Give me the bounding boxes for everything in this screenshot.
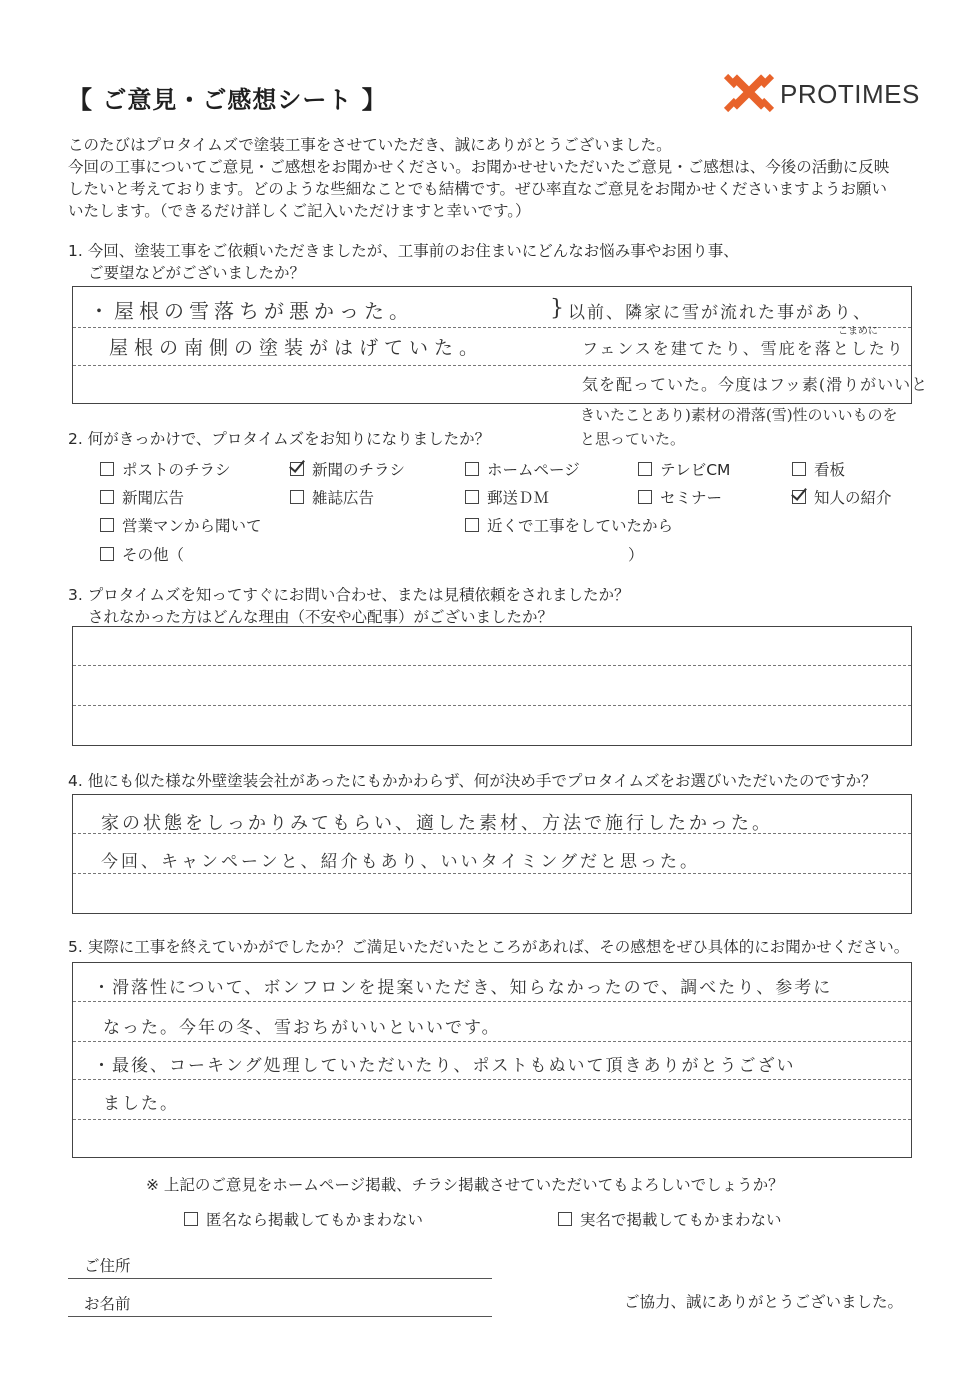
intro-line: いたします。（できるだけ詳しくご記入いただけますと幸いです。）: [68, 202, 531, 220]
rule-line: [73, 1119, 911, 1120]
rule-line: [73, 873, 911, 874]
intro-line: したいと考えております。どのような些細なことでも結構です。ぜひ率直なご意見をお聞かせくださいますようお願い: [68, 180, 888, 198]
protimes-logo: [722, 68, 920, 120]
page-title: 【 ご意見・ご感想シート 】: [68, 86, 387, 114]
q4-answer-box[interactable]: [72, 794, 912, 914]
q1-side-note: と思っていた。: [580, 430, 686, 448]
q1-side-note: 以前、隣家に雪が流れた事があり、: [568, 303, 872, 323]
address-label: ご住所: [84, 1257, 131, 1275]
option-referral[interactable]: 知人の紹介: [792, 486, 892, 508]
brace-mark: }: [550, 296, 564, 321]
consent-anonymous[interactable]: 匿名なら掲載してもかまわない: [184, 1208, 423, 1230]
q1-answer-line: ・屋根の雪落ちが悪かった。: [89, 299, 414, 323]
checkbox[interactable]: [465, 518, 479, 532]
option-nearby-work[interactable]: 近くで工事をしていたから: [465, 514, 673, 536]
option-salesman[interactable]: 営業マンから聞いて: [100, 514, 262, 536]
q4-answer-line: 家の状態をしっかりみてもらい、適した素材、方法で施行したかった。: [101, 813, 773, 834]
checkbox[interactable]: [638, 490, 652, 504]
option-other-close: ）: [628, 546, 644, 564]
rule-line: [73, 705, 911, 706]
option-magazine-ad[interactable]: 雑誌広告: [290, 486, 374, 508]
q1-question: [68, 240, 739, 284]
checkbox[interactable]: [465, 490, 479, 504]
checkbox[interactable]: [290, 490, 304, 504]
checkbox[interactable]: [792, 462, 806, 476]
q1-line: ご要望などがございましたか？: [88, 264, 306, 282]
q2-question: 2. 何がきっかけで、プロタイムズをお知りになりましたか？: [68, 430, 491, 448]
rule-line: [73, 365, 911, 366]
option-other[interactable]: その他（: [100, 543, 184, 565]
q4-question: 4. 他にも似た様な外壁塗装会社があったにもかかわらず、何が決め手でプロタイムズをお選びいただいたのですか？: [68, 772, 877, 790]
q3-answer-box[interactable]: [72, 626, 912, 746]
checkbox[interactable]: [100, 462, 114, 476]
brand-name: PROTIMES: [780, 79, 920, 109]
address-field-line[interactable]: [68, 1278, 492, 1279]
option-newspaper-ad[interactable]: 新聞広告: [100, 486, 184, 508]
checkbox[interactable]: [558, 1212, 572, 1226]
rule-line: [73, 327, 911, 328]
protimes-logo-icon: [722, 68, 776, 120]
rule-line: [73, 1079, 911, 1080]
rule-line: [73, 665, 911, 666]
q3-line: 3. プロタイムズを知ってすぐにお問い合わせ、または見積依頼をされましたか？: [68, 586, 630, 604]
q5-answer-line: ました。: [103, 1094, 179, 1114]
checkbox[interactable]: [184, 1212, 198, 1226]
option-tv-cm[interactable]: テレビCM: [638, 458, 730, 480]
q1-side-note-small: こまめに: [838, 326, 878, 337]
option-signboard[interactable]: 看板: [792, 458, 845, 480]
q1-side-note: きいたことあり)素材の滑落(雪)性のいいものを: [580, 406, 898, 424]
option-post-flyer[interactable]: ポストのチラシ: [100, 458, 231, 480]
intro-text: [68, 134, 928, 222]
rule-line: [73, 1001, 911, 1002]
q1-side-note: フェンスを建てたり、雪庇を落としたり: [582, 339, 905, 358]
q3-question: [68, 584, 629, 628]
q5-answer-line: ・滑落性について、ボンフロンを提案いただき、知らなかったので、調べたり、参考に: [93, 978, 833, 998]
checkbox-checked[interactable]: [792, 490, 806, 504]
checkbox[interactable]: [100, 547, 114, 561]
q5-answer-box[interactable]: [72, 962, 912, 1158]
name-field-line[interactable]: [68, 1316, 492, 1317]
intro-line: 今回の工事についてご意見・ご感想をお聞かせください。お聞かせせいただいたご意見・ご感想は、今後の活動に反映: [68, 158, 890, 176]
checkbox[interactable]: [465, 462, 479, 476]
consent-realname[interactable]: 実名で掲載してもかまわない: [558, 1208, 782, 1230]
consent-question: ※ 上記のご意見をホームページ掲載、チラシ掲載させていただいてもよろしいでしょうか？: [146, 1176, 784, 1194]
q1-line: 1. 今回、塗装工事をご依頼いただきましたが、工事前のお住まいにどんなお悩み事やお困り事、: [68, 242, 739, 260]
q5-question: 5. 実際に工事を終えていかがでしたか？ご満足いただいたところがあれば、その感想をぜひ具体的にお聞かせください。: [68, 938, 910, 956]
option-newspaper-flyer[interactable]: 新聞のチラシ: [290, 458, 405, 480]
checkbox-checked[interactable]: [290, 462, 304, 476]
q1-answer-line: 屋根の南側の塗装がはげていた。: [109, 337, 485, 359]
option-mail-dm[interactable]: 郵送ＤＭ: [465, 486, 549, 508]
q5-answer-line: ・最後、コーキング処理していただいたり、ポストもぬいて頂きありがとうござい: [93, 1056, 796, 1076]
option-seminar[interactable]: セミナー: [638, 486, 722, 508]
checkbox[interactable]: [638, 462, 652, 476]
checkbox[interactable]: [100, 518, 114, 532]
intro-line: このたびはプロタイムズで塗装工事をさせていただき、誠にありがとうございました。: [68, 136, 672, 154]
q1-side-note: 気を配っていた。今度はフッ素(滑りがいいと: [582, 375, 929, 394]
thanks-text: ご協力、誠にありがとうございました。: [624, 1293, 904, 1311]
q5-answer-line: なった。今年の冬、雪おちがいいといいです。: [103, 1018, 501, 1038]
q3-line: されなかった方はどんな理由（不安や心配事）がございましたか？: [88, 608, 554, 626]
name-label: お名前: [84, 1295, 131, 1313]
checkbox[interactable]: [100, 490, 114, 504]
option-homepage[interactable]: ホームページ: [465, 458, 580, 480]
rule-line: [73, 1041, 911, 1042]
q4-answer-line: 今回、キャンペーンと、紹介もあり、いいタイミングだと思った。: [101, 852, 700, 872]
